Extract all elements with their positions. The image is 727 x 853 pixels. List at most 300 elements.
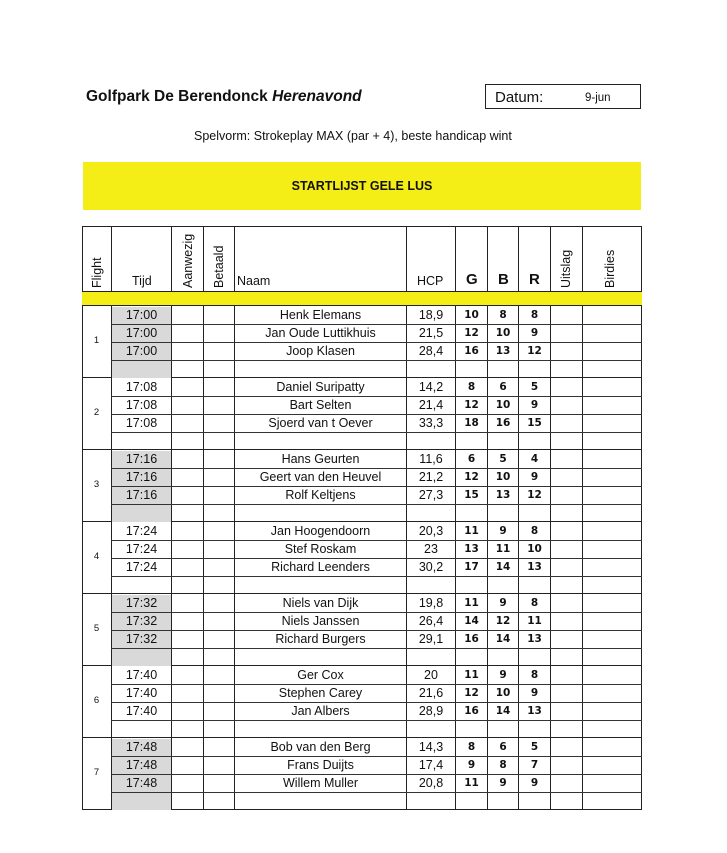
betaald-cell[interactable] — [204, 540, 234, 558]
birdies-cell[interactable] — [583, 504, 641, 522]
uitslag-cell[interactable] — [551, 378, 582, 396]
handicap: 17,4 — [418, 758, 444, 772]
table-row — [82, 666, 642, 684]
strokes-b: 14 — [495, 633, 511, 645]
table-row — [82, 594, 642, 612]
tee-time: 17:08 — [125, 398, 158, 412]
strokes-g — [456, 576, 487, 594]
strokes-r: 5 — [530, 381, 539, 393]
birdies-cell[interactable] — [583, 576, 641, 594]
flight-number: 5 — [93, 623, 100, 634]
betaald-cell[interactable] — [204, 414, 234, 432]
birdies-cell[interactable] — [583, 684, 641, 702]
player-name: Joop Klasen — [286, 344, 355, 358]
handicap: 21,2 — [418, 470, 444, 484]
table-row — [82, 306, 642, 324]
handicap — [407, 432, 455, 450]
birdies-cell[interactable] — [583, 522, 641, 540]
strokes-r: 9 — [530, 399, 539, 411]
page-title — [86, 88, 362, 106]
tee-time: 17:48 — [112, 739, 171, 756]
player-name: Sjoerd van t Oever — [268, 416, 373, 430]
uitslag-cell[interactable] — [551, 540, 582, 558]
table-row — [82, 756, 642, 774]
betaald-cell[interactable] — [204, 648, 234, 666]
tee-time: 17:40 — [125, 668, 158, 682]
strokes-r: 9 — [530, 777, 539, 789]
player-name — [235, 648, 406, 666]
betaald-cell[interactable] — [204, 612, 234, 630]
strokes-r — [519, 432, 550, 450]
strokes-b — [488, 792, 518, 810]
game-format-text: Spelvorm: Strokeplay MAX (par + 4), beste handicap wint — [194, 129, 512, 143]
empty-row — [82, 360, 642, 378]
tee-time: 17:32 — [112, 595, 171, 612]
betaald-cell[interactable] — [204, 432, 234, 450]
tee-time: 17:24 — [125, 560, 158, 574]
uitslag-cell[interactable] — [551, 630, 582, 648]
aanwezig-cell[interactable] — [172, 432, 203, 450]
strokes-b: 10 — [495, 687, 511, 699]
handicap: 18,9 — [418, 308, 444, 322]
tee-time: 17:16 — [112, 487, 171, 504]
strokes-g: 18 — [464, 417, 479, 429]
birdies-cell[interactable] — [583, 648, 641, 666]
betaald-cell[interactable] — [204, 774, 234, 792]
date-label: Datum: — [495, 89, 544, 106]
tee-time: 17:16 — [112, 451, 171, 468]
aanwezig-cell[interactable] — [172, 486, 203, 504]
aanwezig-cell[interactable] — [172, 756, 203, 774]
strokes-r — [519, 360, 550, 378]
table-row — [82, 702, 642, 720]
birdies-cell[interactable] — [583, 342, 641, 360]
aanwezig-cell[interactable] — [172, 612, 203, 630]
uitslag-cell[interactable] — [551, 468, 582, 486]
player-name: Niels van Dijk — [282, 596, 359, 610]
col-header-uitslag: Uitslag — [559, 249, 573, 288]
strokes-g: 12 — [464, 687, 479, 699]
strokes-b: 9 — [499, 525, 507, 537]
aanwezig-cell[interactable] — [172, 666, 203, 684]
strokes-b: 13 — [495, 489, 511, 501]
betaald-cell[interactable] — [204, 468, 234, 486]
strokes-g: 17 — [464, 561, 479, 573]
strokes-g: 11 — [464, 597, 479, 609]
birdies-cell[interactable] — [583, 738, 641, 756]
handicap — [407, 360, 455, 378]
strokes-r: 7 — [530, 759, 539, 771]
strokes-b — [488, 360, 518, 378]
handicap: 21,4 — [418, 398, 444, 412]
empty-row — [82, 504, 642, 522]
strokes-r: 11 — [527, 615, 542, 627]
uitslag-cell[interactable] — [551, 396, 582, 414]
strokes-g: 15 — [464, 489, 479, 501]
handicap: 20,8 — [418, 776, 444, 790]
empty-row — [82, 720, 642, 738]
birdies-cell[interactable] — [583, 792, 641, 810]
strokes-g: 16 — [464, 345, 479, 357]
strokes-b: 11 — [495, 543, 511, 555]
flights-body — [82, 306, 642, 810]
uitslag-cell[interactable] — [551, 558, 582, 576]
tee-time — [112, 720, 171, 738]
tee-time: 17:48 — [112, 757, 171, 774]
player-name: Hans Geurten — [281, 452, 360, 466]
aanwezig-cell[interactable] — [172, 522, 203, 540]
flight-number: 1 — [93, 335, 100, 346]
aanwezig-cell[interactable] — [172, 774, 203, 792]
empty-row — [82, 432, 642, 450]
tee-time — [112, 505, 171, 522]
birdies-cell[interactable] — [583, 774, 641, 792]
player-name: Jan Hoogendoorn — [270, 524, 371, 538]
strokes-b: 14 — [495, 705, 511, 717]
betaald-cell[interactable] — [204, 576, 234, 594]
tee-time — [112, 649, 171, 666]
aanwezig-cell[interactable] — [172, 378, 203, 396]
header-separator-bar — [82, 292, 642, 306]
betaald-cell[interactable] — [204, 522, 234, 540]
uitslag-cell[interactable] — [551, 432, 582, 450]
player-name: Bob van den Berg — [270, 740, 371, 754]
betaald-cell[interactable] — [204, 702, 234, 720]
uitslag-cell[interactable] — [551, 360, 582, 378]
tee-time: 17:08 — [125, 416, 158, 430]
uitslag-cell[interactable] — [551, 486, 582, 504]
player-name: Richard Leenders — [271, 560, 370, 574]
aanwezig-cell[interactable] — [172, 684, 203, 702]
betaald-cell[interactable] — [204, 666, 234, 684]
flight-group — [82, 522, 642, 594]
aanwezig-cell[interactable] — [172, 360, 203, 378]
aanwezig-cell[interactable] — [172, 738, 203, 756]
strokes-g: 16 — [464, 705, 479, 717]
handicap — [407, 648, 455, 666]
betaald-cell[interactable] — [204, 324, 234, 342]
date-value: 9-jun — [585, 92, 611, 104]
strokes-b: 8 — [499, 309, 507, 321]
betaald-cell[interactable] — [204, 720, 234, 738]
aanwezig-cell[interactable] — [172, 702, 203, 720]
betaald-cell[interactable] — [204, 450, 234, 468]
aanwezig-cell[interactable] — [172, 504, 203, 522]
col-header-flight: Flight — [90, 257, 104, 288]
birdies-cell[interactable] — [583, 756, 641, 774]
empty-row — [82, 648, 642, 666]
strokes-r: 5 — [530, 741, 539, 753]
strokes-r: 8 — [530, 669, 539, 681]
betaald-cell[interactable] — [204, 756, 234, 774]
strokes-r: 13 — [527, 633, 542, 645]
tee-time: 17:24 — [125, 524, 158, 538]
aanwezig-cell[interactable] — [172, 414, 203, 432]
uitslag-cell[interactable] — [551, 594, 582, 612]
player-name: Daniel Suripatty — [276, 380, 365, 394]
birdies-cell[interactable] — [583, 486, 641, 504]
tee-time: 17:08 — [125, 380, 158, 394]
strokes-r — [519, 648, 550, 666]
table-row — [82, 738, 642, 756]
col-header-r: R — [529, 271, 540, 288]
flight-number: 7 — [93, 767, 100, 778]
table-row — [82, 342, 642, 360]
tee-time: 17:24 — [125, 542, 158, 556]
flight-number: 6 — [93, 695, 100, 706]
strokes-g — [456, 792, 487, 810]
strokes-b: 8 — [499, 759, 507, 771]
birdies-cell[interactable] — [583, 666, 641, 684]
birdies-cell[interactable] — [583, 378, 641, 396]
player-name — [235, 360, 406, 378]
player-name — [235, 576, 406, 594]
strokes-g: 11 — [464, 777, 479, 789]
tee-time: 17:16 — [112, 469, 171, 486]
aanwezig-cell[interactable] — [172, 558, 203, 576]
betaald-cell[interactable] — [204, 360, 234, 378]
uitslag-cell[interactable] — [551, 522, 582, 540]
table-row — [82, 414, 642, 432]
betaald-cell[interactable] — [204, 594, 234, 612]
player-name: Bart Selten — [289, 398, 352, 412]
birdies-cell[interactable] — [583, 540, 641, 558]
player-name: Rolf Keltjens — [285, 488, 356, 502]
aanwezig-cell[interactable] — [172, 630, 203, 648]
strokes-b — [488, 432, 518, 450]
player-name — [235, 432, 406, 450]
player-name: Richard Burgers — [275, 632, 366, 646]
uitslag-cell[interactable] — [551, 414, 582, 432]
birdies-cell[interactable] — [583, 612, 641, 630]
strokes-b — [488, 576, 518, 594]
start-list-table — [82, 226, 642, 810]
strokes-g: 12 — [464, 399, 479, 411]
strokes-g: 6 — [467, 453, 476, 465]
betaald-cell[interactable] — [204, 504, 234, 522]
strokes-g — [456, 720, 487, 738]
strokes-g: 14 — [464, 615, 479, 627]
uitslag-cell[interactable] — [551, 342, 582, 360]
strokes-g: 12 — [464, 471, 479, 483]
handicap: 28,9 — [418, 704, 444, 718]
uitslag-cell[interactable] — [551, 306, 582, 324]
strokes-g: 9 — [467, 759, 476, 771]
strokes-g — [456, 432, 487, 450]
empty-row — [82, 792, 642, 810]
aanwezig-cell[interactable] — [172, 342, 203, 360]
betaald-cell[interactable] — [204, 792, 234, 810]
table-row — [82, 324, 642, 342]
birdies-cell[interactable] — [583, 360, 641, 378]
uitslag-cell[interactable] — [551, 666, 582, 684]
table-row — [82, 396, 642, 414]
aanwezig-cell[interactable] — [172, 720, 203, 738]
uitslag-cell[interactable] — [551, 450, 582, 468]
player-name: Jan Oude Luttikhuis — [265, 326, 376, 340]
handicap: 29,1 — [418, 632, 444, 646]
flight-number: 4 — [93, 551, 100, 562]
uitslag-cell[interactable] — [551, 792, 582, 810]
flight-number: 2 — [93, 407, 100, 418]
handicap: 20 — [424, 668, 438, 682]
uitslag-cell[interactable] — [551, 702, 582, 720]
strokes-b: 6 — [499, 381, 507, 393]
handicap: 14,2 — [418, 380, 444, 394]
player-name: Stephen Carey — [278, 686, 363, 700]
tee-time — [112, 576, 171, 594]
strokes-g: 8 — [467, 381, 476, 393]
strokes-g: 11 — [464, 525, 479, 537]
betaald-cell[interactable] — [204, 486, 234, 504]
player-name — [235, 720, 406, 738]
birdies-cell[interactable] — [583, 558, 641, 576]
flight-group — [82, 594, 642, 666]
strokes-b: 13 — [495, 345, 511, 357]
tee-time: 17:32 — [112, 613, 171, 630]
aanwezig-cell[interactable] — [172, 540, 203, 558]
flight-group — [82, 738, 642, 810]
strokes-r — [519, 504, 550, 522]
uitslag-cell[interactable] — [551, 612, 582, 630]
betaald-cell[interactable] — [204, 306, 234, 324]
handicap: 19,8 — [418, 596, 444, 610]
birdies-cell[interactable] — [583, 630, 641, 648]
tee-time: 17:48 — [112, 775, 171, 792]
player-name: Frans Duijts — [287, 758, 354, 772]
aanwezig-cell[interactable] — [172, 468, 203, 486]
table-row — [82, 378, 642, 396]
uitslag-cell[interactable] — [551, 684, 582, 702]
birdies-cell[interactable] — [583, 468, 641, 486]
strokes-b: 9 — [499, 597, 507, 609]
table-row — [82, 468, 642, 486]
birdies-cell[interactable] — [583, 702, 641, 720]
betaald-cell[interactable] — [204, 738, 234, 756]
strokes-g: 11 — [464, 669, 479, 681]
event-name: Herenavond — [272, 88, 362, 105]
strokes-b: 10 — [495, 471, 511, 483]
strokes-r: 13 — [527, 561, 542, 573]
birdies-cell[interactable] — [583, 432, 641, 450]
col-header-naam: Naam — [237, 274, 271, 288]
strokes-r: 8 — [530, 309, 539, 321]
table-row — [82, 486, 642, 504]
aanwezig-cell[interactable] — [172, 306, 203, 324]
table-header — [82, 226, 642, 292]
uitslag-cell[interactable] — [551, 774, 582, 792]
strokes-r: 9 — [530, 471, 539, 483]
betaald-cell[interactable] — [204, 342, 234, 360]
strokes-r: 13 — [527, 705, 542, 717]
date-box — [485, 84, 641, 109]
birdies-cell[interactable] — [583, 396, 641, 414]
aanwezig-cell[interactable] — [172, 396, 203, 414]
betaald-cell[interactable] — [204, 396, 234, 414]
flight-group — [82, 666, 642, 738]
strokes-r: 10 — [527, 543, 542, 555]
strokes-b — [488, 648, 518, 666]
strokes-r: 12 — [527, 489, 542, 501]
col-header-aanwezig: Aanwezig — [181, 233, 195, 288]
strokes-r — [519, 576, 550, 594]
player-name: Niels Janssen — [281, 614, 360, 628]
aanwezig-cell[interactable] — [172, 576, 203, 594]
aanwezig-cell[interactable] — [172, 324, 203, 342]
handicap: 30,2 — [418, 560, 444, 574]
tee-time — [112, 793, 171, 810]
player-name: Geert van den Heuvel — [259, 470, 382, 484]
tee-time: 17:40 — [125, 686, 158, 700]
start-list-banner: STARTLIJST GELE LUS — [83, 162, 641, 210]
table-row — [82, 540, 642, 558]
tee-time — [112, 432, 171, 450]
handicap — [407, 720, 455, 738]
birdies-cell[interactable] — [583, 594, 641, 612]
uitslag-cell[interactable] — [551, 648, 582, 666]
aanwezig-cell[interactable] — [172, 594, 203, 612]
strokes-b: 10 — [495, 327, 511, 339]
uitslag-cell[interactable] — [551, 576, 582, 594]
betaald-cell[interactable] — [204, 684, 234, 702]
strokes-b: 9 — [499, 777, 507, 789]
strokes-g: 16 — [464, 633, 479, 645]
birdies-cell[interactable] — [583, 324, 641, 342]
birdies-cell[interactable] — [583, 450, 641, 468]
table-row — [82, 558, 642, 576]
strokes-g: 10 — [464, 309, 479, 321]
strokes-b: 14 — [495, 561, 511, 573]
strokes-b: 12 — [495, 615, 511, 627]
club-name: Golfpark De Berendonck — [86, 88, 268, 105]
uitslag-cell[interactable] — [551, 756, 582, 774]
betaald-cell[interactable] — [204, 378, 234, 396]
uitslag-cell[interactable] — [551, 504, 582, 522]
strokes-b: 16 — [495, 417, 511, 429]
uitslag-cell[interactable] — [551, 738, 582, 756]
strokes-b: 6 — [499, 741, 507, 753]
strokes-r: 9 — [530, 687, 539, 699]
betaald-cell[interactable] — [204, 558, 234, 576]
aanwezig-cell[interactable] — [172, 792, 203, 810]
birdies-cell[interactable] — [583, 414, 641, 432]
aanwezig-cell[interactable] — [172, 450, 203, 468]
strokes-b — [488, 504, 518, 522]
col-header-birdies: Birdies — [603, 249, 617, 288]
handicap: 11,6 — [419, 452, 443, 466]
strokes-b: 5 — [499, 453, 507, 465]
birdies-cell[interactable] — [583, 720, 641, 738]
table-row — [82, 450, 642, 468]
aanwezig-cell[interactable] — [172, 648, 203, 666]
strokes-b: 10 — [495, 399, 511, 411]
strokes-r — [519, 720, 550, 738]
uitslag-cell[interactable] — [551, 720, 582, 738]
handicap: 26,4 — [418, 614, 444, 628]
uitslag-cell[interactable] — [551, 324, 582, 342]
player-name — [235, 792, 406, 810]
col-header-tijd: Tijd — [132, 274, 152, 288]
betaald-cell[interactable] — [204, 630, 234, 648]
handicap — [407, 504, 455, 522]
strokes-r: 4 — [530, 453, 539, 465]
handicap: 28,4 — [418, 344, 444, 358]
birdies-cell[interactable] — [583, 306, 641, 324]
player-name: Ger Cox — [297, 668, 344, 682]
strokes-r — [519, 792, 550, 810]
tee-time: 17:00 — [112, 307, 171, 324]
strokes-g: 13 — [464, 543, 479, 555]
